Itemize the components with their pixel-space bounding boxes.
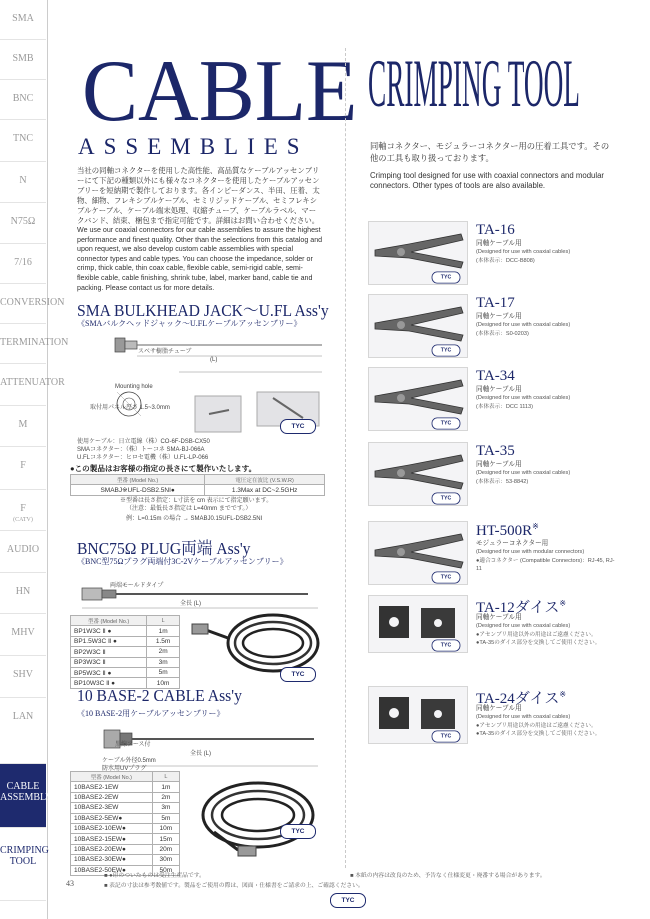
sidebar-item-audio[interactable] [0,531,46,573]
tool-note: (本体表示：S0-0203) [476,330,529,337]
base2-section-title: 10 BASE-2 CABLE Ass'y [77,686,242,705]
sma-spec-3: U.FLコネクター：ヒロセ電機（株）U.FL-LP-066 [77,455,209,461]
tool-description [476,705,618,739]
sidebar-item-7-16[interactable] [0,244,46,284]
tool-mark: ※ [559,690,567,699]
tool-name [476,368,515,385]
table-cell: 20m [152,844,179,854]
sma-spec-2: SMAコネクター：（株）トーコネ SMA-BJ-066A [77,447,205,453]
tool-note: (本体表示：53-8842) [476,478,529,485]
sma-col-vswr: 電圧定在波比 (V.S.W.R) [205,475,325,485]
sma-col-model: 型番 (Model No.) [71,475,205,485]
sidebar-item-label: N75Ω [10,216,36,227]
tool-note: ●アセンブリ用途以外の用途はご遠慮ください。 [476,631,597,638]
sidebar-item-label: CRIMPING TOOL [0,845,49,867]
table-cell: 10BASE2-10EW● [71,823,153,833]
sma-table [70,474,325,496]
table-cell: SMABJ※UFL-DSB2.5NI● [71,485,205,495]
table-cell: 5m [147,667,180,677]
sidebar-item-smb[interactable] [0,40,46,80]
cable-subtitle: ASSEMBLIES [78,134,309,159]
tool-mark: ※ [559,599,567,608]
sidebar-item-crimping-tool[interactable] [0,828,49,901]
tool-note: ●適合コネクター (Compatible Connectors)：RJ-45, RJ-11 [476,557,615,573]
table-row [71,823,180,833]
table-cell: 3m [152,803,179,813]
sidebar-item-label: F [20,503,26,514]
table-row [71,626,180,636]
tool-use: 同軸ケーブル用 [476,313,522,320]
sidebar-item-label: AUDIO [6,544,40,555]
tool-use-en: (Designed for use with coaxial cables) [476,322,571,329]
table-cell: 10BASE2-20EW● [71,844,153,854]
tool-use-en: (Designed for use with coaxial cables) [476,249,571,256]
table-cell: 10BASE2-1EW [71,782,153,792]
bnc-table [70,615,180,689]
table-cell: 10BASE2-5EW● [71,813,153,823]
tool-name-text: TA-24ダイス [476,691,560,707]
sidebar-item-tnc[interactable] [0,120,46,162]
tool-name [476,295,515,312]
table-cell: BP2W3C Ⅱ [71,647,147,657]
sidebar-item-lan[interactable] [0,698,46,764]
bnc-mold-label: 両端モールドタイプ [110,583,164,589]
tyc-logo: TYC [432,640,461,652]
tyc-logo: TYC [432,731,461,743]
tyc-logo: TYC [432,493,461,505]
tool-description [476,240,618,265]
sidebar-item-label: 7/16 [14,257,32,268]
base2-earth-label: 黒線アース付 [115,742,151,748]
sma-footnote-2: （注意：最低長さ指定は L=40mm までです。） [126,506,252,512]
tool-name-text: HT-500R [476,523,533,539]
crimp-en-description: Crimping tool designed for use with coaxial connectors and modular connectors. Other types of tools are also available. [370,171,605,190]
base2-diameter-label: ケーブル外径0.5mm [102,758,156,764]
table-cell: 10BASE2-15EW● [71,834,153,844]
tool-note: ●TA-35のダイス部分を交換してご使用ください。 [476,640,601,647]
tool-name [476,522,539,540]
table-row [71,813,180,823]
tool-use: 同軸ケーブル用 [476,461,522,468]
sma-footnote-1: ※型番は長さ指定：L寸法を cm 表示にて指定願います。 [120,498,273,504]
sidebar-item-label: MHV [11,627,35,638]
category-sidebar [0,0,69,919]
table-cell: 10m [152,823,179,833]
tool-use-en: (Designed for use with coaxial cables) [476,623,571,630]
sma-length-label: (L) [210,357,218,363]
tyc-logo: TYC [280,824,316,839]
sidebar-item-shv[interactable] [0,656,46,698]
tyc-logo: TYC [432,572,461,584]
sma-mounting-hole-label: Mounting hole [115,384,153,390]
crimping-tool-title: CRIMPING TOOL [368,45,580,122]
crimp-jp-description: 同軸コネクター、モジュラーコネクター用の圧着工具です。その他の工具も取り扱っております。 [370,141,610,163]
table-row [71,855,180,865]
sidebar-item-label: TNC [13,133,33,144]
sidebar-item-label: BNC [12,93,34,104]
sidebar-item-label: SMB [12,53,34,64]
tool-name [476,222,515,239]
table-row [71,657,180,667]
table-cell: 1m [147,626,180,636]
sidebar-item-f-catv[interactable] [0,490,46,531]
table-cell: 5m [152,813,179,823]
sidebar-item-label: SHV [12,669,33,680]
sma-section-title: SMA BULKHEAD JACK～U.FL Ass'y [77,301,329,320]
sidebar-item-label: CONVERSION [0,297,65,308]
table-cell: 1.5m [147,636,180,646]
table-row [71,782,180,792]
footer-note-2: ■ 表記の寸法は参考数値です。製品をご使用の際は、図面・仕様書をご請求の上、ご確認ください。 [104,883,364,889]
table-cell: 2m [147,647,180,657]
tool-description [476,614,618,648]
sidebar-item-conversion[interactable] [0,284,65,324]
footer-note-1: ■ ●印のついたものは受注生産品です。 [104,873,205,879]
tool-mark: ※ [532,522,539,531]
sidebar-item-label: HN [15,586,31,597]
sidebar-item-label: M [18,419,28,430]
sma-section-subtitle: 《SMAバルクヘッドジャック～U.FLケーブルアッセンブリー》 [77,319,302,328]
sma-spec-1: 使用ケーブル：日立電線（株）CO-6F-DSB-CX50 [77,439,210,445]
table-row [71,834,180,844]
footer-note-3: ■ 本紙の内容は改良のため、予告なく仕様変更・廃番する場合があります。 [350,873,546,879]
tool-use: 同軸ケーブル用 [476,705,522,712]
table-row [71,667,180,677]
bnc-section-subtitle: 《BNC型75Ωプラグ両端付3C-2Vケーブルアッセンブリー》 [77,557,288,566]
tool-note: ●アセンブリ用途以外の用途はご遠慮ください。 [476,722,597,729]
tyc-logo: TYC [280,419,316,434]
base2-plug-label: 防水用UVプラグ [102,766,147,772]
sidebar-item-label: TERMINATION [0,337,69,348]
page-number: 43 [66,879,74,888]
sidebar-item-label: SMA [12,13,34,24]
table-cell: 10m [147,678,180,688]
sidebar-item-m[interactable] [0,406,46,447]
table-row [71,792,180,802]
tool-note: (本体表示：DCC 1113) [476,403,533,410]
table-cell: 3m [147,657,180,667]
tool-note: (本体表示：DCC-B808) [476,257,535,264]
sidebar-item-label: LAN [12,711,34,722]
table-cell: 1.3Max at DC~2.5GHz [205,485,325,495]
sma-footnote-3: 例：L=0.15m の場合 → SMABJ0.15UFL-DSB2.5NI [126,516,263,522]
tyc-logo: TYC [432,418,461,430]
tool-name-text: TA-17 [476,295,515,311]
bnc-col-model: 型番 (Model No.) [71,616,147,626]
sidebar-item-termination[interactable] [0,324,69,364]
cable-en-description: We use our coaxial connectors for our cable assemblies to assure the highest performance and finest quality. Other than the selections from this catalog and upon request, we also develop custom cable assemblies with special connector types and cable types. You can choose the impedance, solder or crimp, thick cable, thin coax cable, flexible cable, semi-rigid cable, semi-flexible cable, cable finishing, shrink tube, label, marker band, cable tie and packing. Please contact us for more details. [77,226,323,292]
sidebar-item-sma[interactable] [0,0,46,40]
table-row [71,647,180,657]
table-cell: 2m [152,792,179,802]
base2-length-label: 全長 (L) [190,751,212,757]
table-cell: BP1W3C Ⅱ ● [71,626,147,636]
tyc-logo: TYC [280,667,316,682]
table-cell: BP3W3C Ⅱ [71,657,147,667]
tool-description [476,386,618,411]
base2-col-model: 型番 (Model No.) [71,772,153,782]
table-cell: 10BASE2-50EW● [71,865,153,875]
sidebar-item-mhv[interactable] [0,614,46,656]
sidebar-item-label: ATTENUATOR [0,377,65,388]
tool-use: 同軸ケーブル用 [476,240,522,247]
bnc-section-title: BNC75Ω PLUG両端 Ass'y [77,539,251,558]
sidebar-item-bnc[interactable] [0,80,46,120]
tool-use-en: (Designed for use with modular connectors) [476,549,585,556]
table-row [71,636,180,646]
sma-custom-length-note: ●この製品はお客様の指定の長さにて製作いたします。 [70,464,257,473]
sidebar-item-label: F [20,460,26,471]
sidebar-item-cable-assembly[interactable] [0,764,53,828]
cable-jp-description: 当社の同軸コネクターを使用した高性能、高品質なケーブルアッセンブリーにて下記の種類以外にも様々なコネクターを使用したケーブルアッセンブリーを短納期で製作しております。各インピーダンス、半田、圧着、太物、細物、フレキシブルケーブル、セミリジッドケーブル、セミフレキシブルケーブル、ケーブル端末処理、収縮チューブ、ケーブルラベル、マークバンド、結束、梱包まで指定可能です。詳細はお問い合わせください。 [77,166,320,225]
sidebar-item-label: N [19,175,27,186]
sidebar-item-sublabel: (CATV) [13,516,33,523]
sma-panel-note: 取付用パネル厚さ 1.5~3.0mm [90,405,170,411]
table-cell: BP1.5W3C Ⅱ ● [71,636,147,646]
table-cell: 30m [152,855,179,865]
tool-use: モジュラーコネクター用 [476,540,549,547]
tool-name [476,443,515,460]
tool-use: 同軸ケーブル用 [476,614,522,621]
column-divider [345,48,347,868]
table-cell: BP5W3C Ⅱ ● [71,667,147,677]
table-cell: 10BASE2-30EW● [71,855,153,865]
tool-use-en: (Designed for use with coaxial cables) [476,395,571,402]
table-cell: 10BASE2-3EW [71,803,153,813]
tool-description [476,313,618,338]
base2-col-length: L [152,772,179,782]
tool-use: 同軸ケーブル用 [476,386,522,393]
base2-section-subtitle: 《10 BASE-2用ケーブルアッセンブリー》 [77,709,225,718]
tyc-logo: TYC [330,893,366,908]
bnc-length-label: 全長 (L) [180,601,202,607]
tool-description [476,461,618,486]
sidebar-item-label: CABLE ASSEMBLY [0,781,53,803]
tool-use-en: (Designed for use with coaxial cables) [476,714,571,721]
base2-table [70,771,180,876]
sidebar-item-hn[interactable] [0,573,46,614]
tyc-logo: TYC [432,272,461,284]
tyc-logo: TYC [432,345,461,357]
tool-name-text: TA-34 [476,368,515,384]
tool-description [476,540,618,574]
table-cell: 10BASE2-2EW [71,792,153,802]
sidebar-item-n75[interactable] [0,203,46,244]
table-cell: 1m [152,782,179,792]
tool-note: ●TA-35のダイス部分を交換してご使用ください。 [476,731,601,738]
table-cell: 50m [152,865,179,875]
tool-name-text: TA-12ダイス [476,600,560,616]
tool-use-en: (Designed for use with coaxial cables) [476,470,571,477]
tool-name-text: TA-16 [476,222,515,238]
tool-name-text: TA-35 [476,443,515,459]
table-row [71,844,180,854]
table-cell: 15m [152,834,179,844]
sidebar-item-n[interactable] [0,162,46,203]
cable-title: CABLE [82,42,358,140]
table-row [71,803,180,813]
bnc-col-length: L [147,616,180,626]
table-cell: BP10W3C Ⅱ ● [71,678,147,688]
sidebar-item-f[interactable] [0,447,46,490]
sidebar-item-attenuator[interactable] [0,364,65,406]
sma-shrink-label: スベサ樹脂チューブ [138,349,192,355]
